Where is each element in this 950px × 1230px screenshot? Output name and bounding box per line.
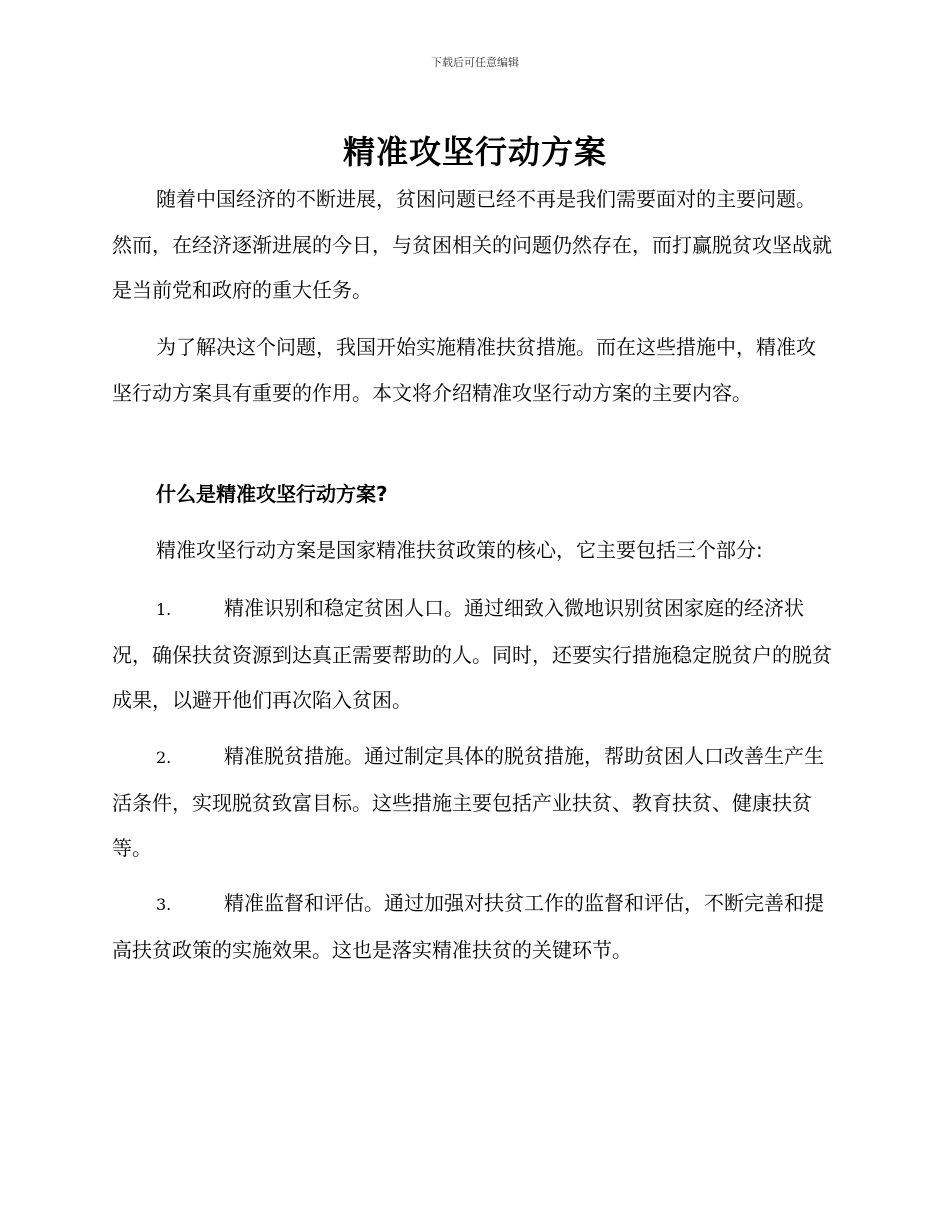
list-number: 3. [156, 895, 172, 914]
section-intro: 精准攻坚行动方案是国家精准扶贫政策的核心，它主要包括三个部分: [156, 538, 763, 562]
list-item-text: 精准脱贫措施。通过制定具体的脱贫措施，帮助贫困人口改善生产生活条件，实现脱贫致富目标。这些措施主要包括产业扶贫、教育扶贫、健康扶贫等。 [112, 744, 824, 860]
document-title: 精准攻坚行动方案 [342, 133, 607, 171]
list-item [112, 586, 834, 724]
list-number: 2. [156, 748, 172, 767]
list-item [112, 734, 834, 872]
paragraph-intro: 随着中国经济的不断进展，贫困问题已经不再是我们需要面对的主要问题。然而，在经济逐渐进展的今日，与贫困相关的问题仍然存在，而打赢脱贫攻坚战就是当前党和政府的重大任务。 [112, 187, 832, 302]
list-item [112, 881, 834, 973]
section-heading: 什么是精准攻坚行动方案? [156, 482, 388, 506]
paragraph-measures: 为了解决这个问题，我国开始实施精准扶贫措施。而在这些措施中，精准攻坚行动方案具有重要的作用。本文将介绍精准攻坚行动方案的主要内容。 [112, 335, 816, 405]
header-note: 下载后可任意编辑 [431, 56, 519, 69]
list-number: 1. [156, 600, 172, 619]
list-item-text: 精准识别和稳定贫困人口。通过细致入微地识别贫困家庭的经济状况，确保扶贫资源到达真正需要帮助的人。同时，还要实行措施稳定脱贫户的脱贫成果，以避开他们再次陷入贫困。 [112, 596, 832, 712]
list-item-text: 精准监督和评估。通过加强对扶贫工作的监督和评估，不断完善和提高扶贫政策的实施效果。这也是落实精准扶贫的关键环节。 [112, 891, 824, 962]
